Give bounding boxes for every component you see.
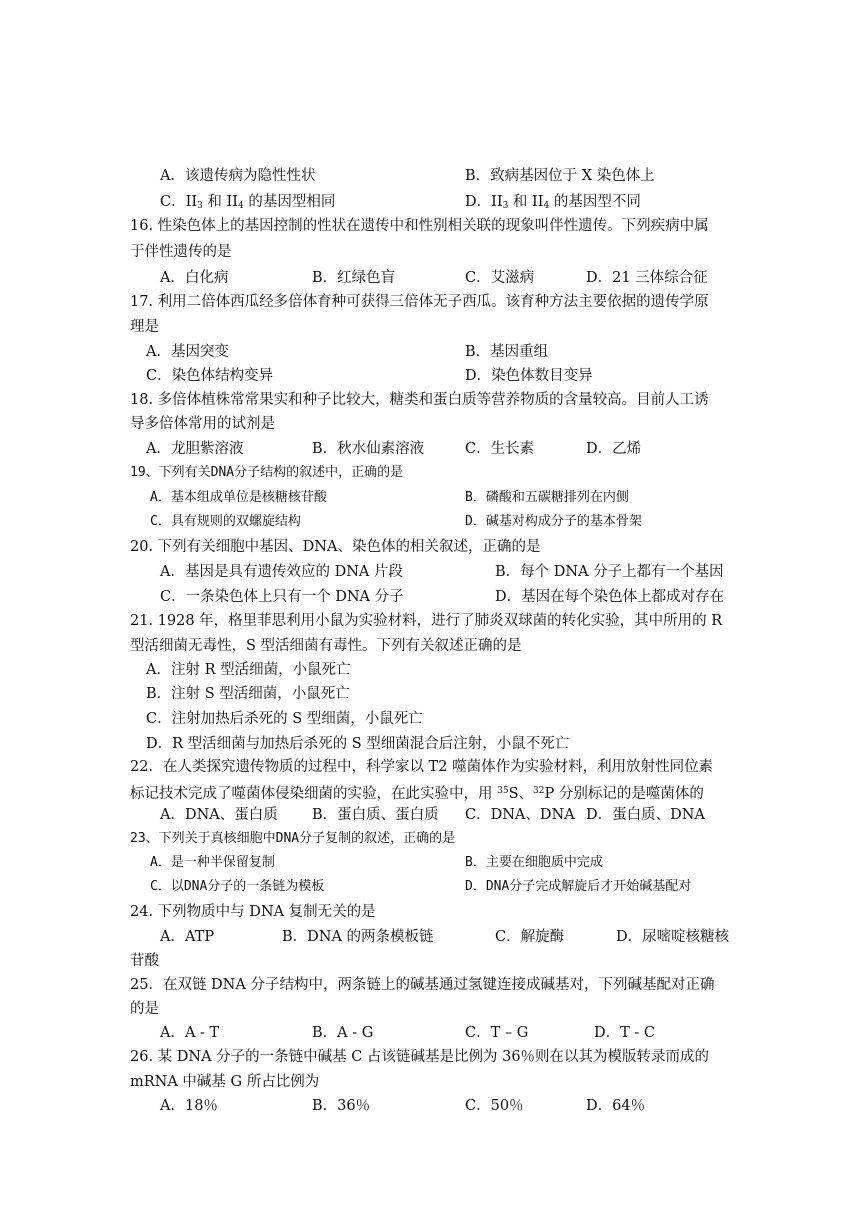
q20-stem: 20. 下列有关细胞中基因、DNA、染色体的相关叙述，正确的是 (130, 539, 541, 555)
q23-option-a: A．是一种半保留复制 (150, 855, 275, 870)
q25-option-d: D．T - C (594, 1025, 656, 1041)
q17-stem-line1: 17. 利用二倍体西瓜经多倍体育种可获得三倍体无子西瓜。该育种方法主要依据的遗传学原 (130, 294, 709, 310)
q21-option-b: B．注射 S 型活细菌，小鼠死亡 (146, 686, 350, 702)
q16-stem-line2: 于伴性遗传的是 (130, 244, 232, 260)
q19-option-b: B．磷酸和五碳糖排列在内侧 (465, 490, 629, 505)
q24-option-a: A．ATP (160, 929, 215, 945)
q25-option-b: B．A - G (312, 1025, 374, 1041)
q17-option-d: D．染色体数目变异 (465, 368, 593, 384)
q20-option-a: A．基因是具有遗传效应的 DNA 片段 (160, 564, 403, 580)
q23-stem: 23、下列关于真核细胞中DNA分子复制的叙述，正确的是 (130, 831, 456, 846)
q22-stem-line2: 标记技术完成了噬菌体侵染细菌的实验，在此实验中，用 $^{35}$S、$^{32}$P 分别标记的是噬菌体的 (130, 786, 704, 802)
q25-stem-line1: 25．在双链 DNA 分子结构中，两条链上的碱基通过氢键连接成碱基对，下列碱基配对正确 (130, 977, 715, 993)
q20-option-d: D．基因在每个染色体上都成对存在 (495, 589, 725, 605)
q17-option-a: A．基因突变 (146, 344, 229, 360)
q18-option-d: D．乙烯 (586, 441, 642, 457)
q26-option-d: D．64％ (586, 1098, 646, 1114)
q22-option-c: C．DNA、DNA (465, 807, 575, 823)
q22-option-d: D．蛋白质、DNA (586, 807, 705, 823)
q24-option-c: C．解旋酶 (495, 929, 565, 945)
q23-option-b: B．主要在细胞质中完成 (465, 855, 603, 870)
q25-stem-line2: 的是 (130, 1001, 159, 1017)
q16-option-b: B．红绿色盲 (312, 270, 396, 286)
q17-option-c: C．染色体结构变异 (146, 368, 274, 384)
q20-option-c: C．一条染色体上只有一个 DNA 分子 (160, 589, 404, 605)
q18-option-a: A．龙胆紫溶液 (146, 441, 244, 457)
q18-stem-line1: 18. 多倍体植株常常果实和种子比较大，糖类和蛋白质等营养物质的含量较高。目前人工诱 (130, 392, 709, 408)
q19-option-a: A．基本组成单位是核糖核苷酸 (150, 490, 327, 505)
q24-stem: 24. 下列物质中与 DNA 复制无关的是 (130, 904, 376, 920)
q15-option-c: C．$II_3$ 和 $II_4$ 的基因型相同 (160, 194, 336, 211)
q16-option-d: D．21 三体综合征 (586, 270, 708, 286)
q19-option-c: C．具有规则的双螺旋结构 (150, 514, 301, 529)
q18-option-c: C．生长素 (465, 441, 535, 457)
q21-option-d: D．R 型活细菌与加热后杀死的 S 型细菌混合后注射，小鼠不死亡 (146, 736, 570, 752)
q24-option-d: D．尿嘧啶核糖核 (616, 929, 730, 945)
q26-stem-line2: mRNA 中碱基 G 所占比例为 (130, 1074, 320, 1090)
q26-option-b: B．36％ (312, 1098, 371, 1114)
q21-option-a: A．注射 R 型活细菌，小鼠死亡 (146, 662, 351, 678)
q26-option-a: A．18％ (160, 1098, 218, 1114)
q16-option-a: A．白化病 (160, 270, 229, 286)
q23-option-d: D．DNA分子完成解旋后才开始碱基配对 (465, 879, 692, 894)
q18-option-b: B．秋水仙素溶液 (312, 441, 425, 457)
q21-option-c: C．注射加热后杀死的 S 型细菌，小鼠死亡 (146, 711, 423, 727)
q22-stem-line1: 22．在人类探究遗传物质的过程中，科学家以 T2 噬菌体作为实验材料，利用放射性同位素 (130, 759, 714, 775)
q23-option-c: C．以DNA分子的一条链为模板 (150, 879, 325, 894)
q21-stem-line1: 21. 1928 年，格里菲思利用小鼠为实验材料，进行了肺炎双球菌的转化实验，其中所用的 R (130, 613, 723, 629)
q15-option-d: D．$II_3$ 和 $II_4$ 的基因型不同 (465, 194, 641, 211)
q21-stem-line2: 型活细菌无毒性，S 型活细菌有毒性。下列有关叙述正确的是 (130, 638, 522, 654)
q18-stem-line2: 导多倍体常用的试剂是 (130, 416, 275, 432)
q24-option-b: B．DNA 的两条模板链 (282, 929, 434, 945)
q24-option-d-continued: 苷酸 (130, 953, 159, 969)
q16-option-c: C．艾滋病 (465, 270, 535, 286)
q26-stem-line1: 26. 某 DNA 分子的一条链中碱基 C 占该链碱基是比例为 36％则在以其为模版转录而成的 (130, 1049, 710, 1065)
q19-stem: 19、下列有关DNA分子结构的叙述中，正确的是 (130, 465, 404, 480)
q17-stem-line2: 理是 (130, 319, 159, 335)
q26-option-c: C．50％ (465, 1098, 524, 1114)
q22-option-a: A．DNA、蛋白质 (160, 807, 278, 823)
q20-option-b: B．每个 DNA 分子上都有一个基因 (495, 564, 724, 580)
q15-option-b: B．致病基因位于 X 染色体上 (465, 168, 655, 184)
q17-option-b: B．基因重组 (465, 344, 549, 360)
q25-option-c: C．T – G (465, 1025, 529, 1041)
q25-option-a: A．A - T (160, 1025, 220, 1041)
q19-option-d: D．碱基对构成分子的基本骨架 (465, 514, 642, 529)
q22-option-b: B．蛋白质、蛋白质 (312, 807, 439, 823)
q16-stem-line1: 16. 性染色体上的基因控制的性状在遗传中和性别相关联的现象叫伴性遗传。下列疾病中属 (130, 218, 709, 234)
q15-option-a: A．该遗传病为隐性性状 (160, 168, 316, 184)
